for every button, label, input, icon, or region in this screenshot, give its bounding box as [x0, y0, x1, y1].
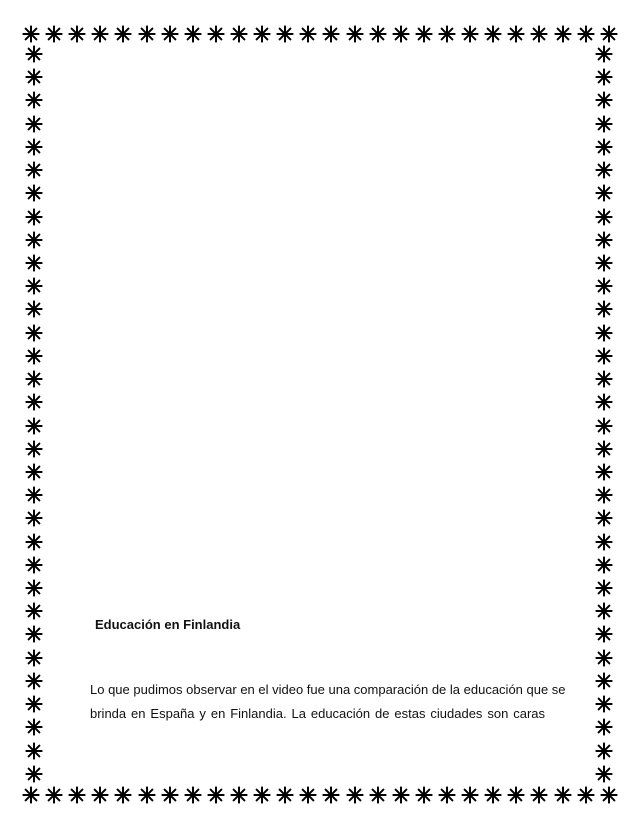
asterisk-ornament-icon [577, 25, 595, 43]
asterisk-ornament-icon [230, 786, 248, 804]
asterisk-ornament-icon [322, 786, 340, 804]
asterisk-ornament-icon [184, 786, 202, 804]
asterisk-ornament-icon [45, 25, 63, 43]
asterisk-ornament-icon [595, 161, 613, 179]
asterisk-ornament-icon [595, 347, 613, 365]
asterisk-ornament-icon [25, 579, 43, 597]
asterisk-ornament-icon [25, 68, 43, 86]
asterisk-ornament-icon [25, 138, 43, 156]
asterisk-ornament-icon [184, 25, 202, 43]
asterisk-ornament-icon [25, 324, 43, 342]
asterisk-ornament-icon [45, 786, 63, 804]
asterisk-ornament-icon [595, 533, 613, 551]
asterisk-ornament-icon [600, 786, 618, 804]
asterisk-ornament-icon [253, 25, 271, 43]
asterisk-ornament-icon [253, 786, 271, 804]
asterisk-ornament-icon [595, 138, 613, 156]
page-border-right [592, 45, 616, 783]
asterisk-ornament-icon [595, 486, 613, 504]
section-heading: Educación en Finlandia [95, 617, 241, 632]
asterisk-ornament-icon [25, 370, 43, 388]
asterisk-ornament-icon [595, 742, 613, 760]
asterisk-ornament-icon [25, 533, 43, 551]
asterisk-ornament-icon [138, 25, 156, 43]
asterisk-ornament-icon [346, 786, 364, 804]
asterisk-ornament-icon [415, 786, 433, 804]
asterisk-ornament-icon [25, 161, 43, 179]
asterisk-ornament-icon [595, 463, 613, 481]
asterisk-ornament-icon [230, 25, 248, 43]
asterisk-ornament-icon [25, 765, 43, 783]
asterisk-ornament-icon [438, 786, 456, 804]
asterisk-ornament-icon [484, 786, 502, 804]
asterisk-ornament-icon [530, 25, 548, 43]
asterisk-ornament-icon [595, 579, 613, 597]
page-border-top [22, 22, 618, 46]
page-border-bottom [22, 783, 618, 807]
asterisk-ornament-icon [595, 208, 613, 226]
asterisk-ornament-icon [276, 786, 294, 804]
asterisk-ornament-icon [595, 695, 613, 713]
asterisk-ornament-icon [276, 25, 294, 43]
asterisk-ornament-icon [68, 786, 86, 804]
asterisk-ornament-icon [554, 786, 572, 804]
asterisk-ornament-icon [25, 184, 43, 202]
asterisk-ornament-icon [22, 786, 40, 804]
asterisk-ornament-icon [595, 509, 613, 527]
asterisk-ornament-icon [369, 25, 387, 43]
asterisk-ornament-icon [25, 393, 43, 411]
asterisk-ornament-icon [595, 625, 613, 643]
body-paragraph [90, 678, 566, 726]
asterisk-ornament-icon [25, 231, 43, 249]
asterisk-ornament-icon [25, 254, 43, 272]
asterisk-ornament-icon [207, 25, 225, 43]
asterisk-ornament-icon [22, 25, 40, 43]
asterisk-ornament-icon [25, 347, 43, 365]
asterisk-ornament-icon [595, 765, 613, 783]
asterisk-ornament-icon [595, 115, 613, 133]
asterisk-ornament-icon [392, 786, 410, 804]
asterisk-ornament-icon [322, 25, 340, 43]
paragraph-line: brinda en España y en Finlandia. La educación de estas ciudades son caras [90, 706, 545, 721]
asterisk-ornament-icon [595, 417, 613, 435]
asterisk-ornament-icon [507, 25, 525, 43]
asterisk-ornament-icon [138, 786, 156, 804]
asterisk-ornament-icon [25, 486, 43, 504]
asterisk-ornament-icon [369, 786, 387, 804]
asterisk-ornament-icon [114, 786, 132, 804]
asterisk-ornament-icon [595, 68, 613, 86]
asterisk-ornament-icon [595, 184, 613, 202]
asterisk-ornament-icon [299, 25, 317, 43]
asterisk-ornament-icon [438, 25, 456, 43]
asterisk-ornament-icon [68, 25, 86, 43]
asterisk-ornament-icon [161, 786, 179, 804]
asterisk-ornament-icon [25, 440, 43, 458]
asterisk-ornament-icon [595, 254, 613, 272]
asterisk-ornament-icon [91, 25, 109, 43]
asterisk-ornament-icon [595, 602, 613, 620]
asterisk-ornament-icon [25, 602, 43, 620]
asterisk-ornament-icon [25, 649, 43, 667]
asterisk-ornament-icon [595, 718, 613, 736]
asterisk-ornament-icon [595, 649, 613, 667]
asterisk-ornament-icon [25, 91, 43, 109]
asterisk-ornament-icon [25, 718, 43, 736]
asterisk-ornament-icon [25, 115, 43, 133]
asterisk-ornament-icon [595, 231, 613, 249]
asterisk-ornament-icon [299, 786, 317, 804]
asterisk-ornament-icon [415, 25, 433, 43]
asterisk-ornament-icon [25, 300, 43, 318]
asterisk-ornament-icon [25, 417, 43, 435]
asterisk-ornament-icon [600, 25, 618, 43]
page-border-left [22, 45, 46, 783]
asterisk-ornament-icon [595, 324, 613, 342]
asterisk-ornament-icon [161, 25, 179, 43]
asterisk-ornament-icon [554, 25, 572, 43]
asterisk-ornament-icon [114, 25, 132, 43]
asterisk-ornament-icon [484, 25, 502, 43]
asterisk-ornament-icon [530, 786, 548, 804]
asterisk-ornament-icon [25, 45, 43, 63]
asterisk-ornament-icon [91, 786, 109, 804]
asterisk-ornament-icon [25, 742, 43, 760]
asterisk-ornament-icon [25, 556, 43, 574]
asterisk-ornament-icon [595, 45, 613, 63]
asterisk-ornament-icon [595, 277, 613, 295]
asterisk-ornament-icon [595, 300, 613, 318]
asterisk-ornament-icon [595, 370, 613, 388]
asterisk-ornament-icon [25, 463, 43, 481]
asterisk-ornament-icon [595, 91, 613, 109]
asterisk-ornament-icon [25, 277, 43, 295]
asterisk-ornament-icon [577, 786, 595, 804]
asterisk-ornament-icon [25, 672, 43, 690]
asterisk-ornament-icon [25, 208, 43, 226]
asterisk-ornament-icon [461, 786, 479, 804]
asterisk-ornament-icon [25, 509, 43, 527]
asterisk-ornament-icon [595, 556, 613, 574]
asterisk-ornament-icon [392, 25, 410, 43]
asterisk-ornament-icon [346, 25, 364, 43]
asterisk-ornament-icon [595, 440, 613, 458]
asterisk-ornament-icon [595, 672, 613, 690]
asterisk-ornament-icon [207, 786, 225, 804]
asterisk-ornament-icon [507, 786, 525, 804]
paragraph-line: Lo que pudimos observar en el video fue una comparación de la educación que se [90, 682, 566, 697]
asterisk-ornament-icon [461, 25, 479, 43]
asterisk-ornament-icon [25, 695, 43, 713]
asterisk-ornament-icon [25, 625, 43, 643]
asterisk-ornament-icon [595, 393, 613, 411]
